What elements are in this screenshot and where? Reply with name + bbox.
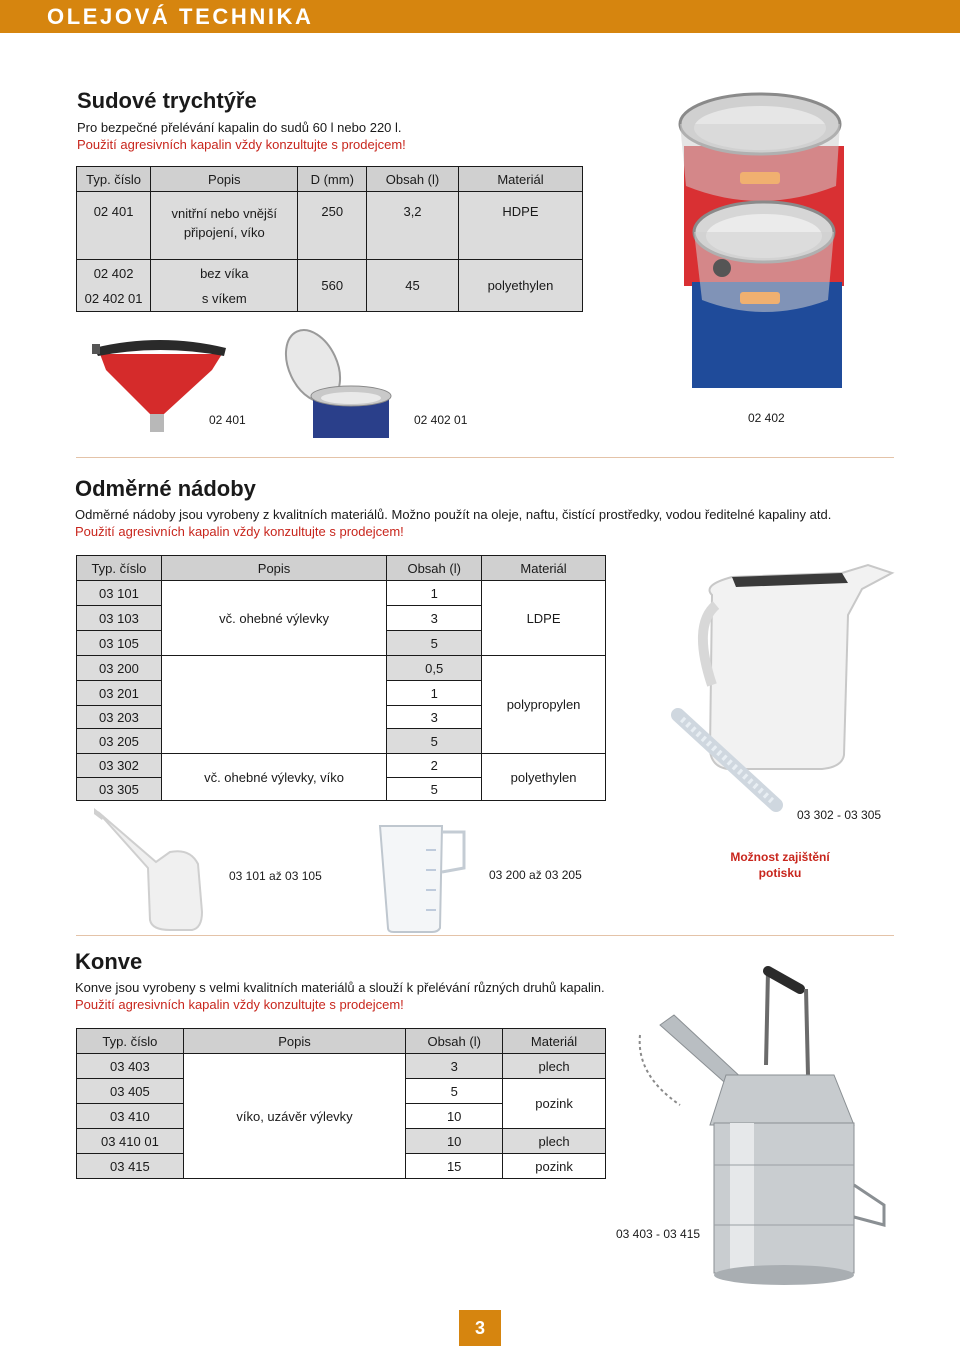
cans-table: [76, 1028, 606, 1179]
cell-volume: 10: [406, 1129, 503, 1154]
cell-code: [77, 260, 151, 312]
measures-title: Odměrné nádoby: [75, 476, 256, 501]
col-desc: Popis: [161, 556, 386, 581]
caption-0240201: 02 402 01: [414, 413, 468, 427]
print-note-line-2: potisku: [758, 866, 802, 880]
desc-b: s víkem: [201, 290, 247, 306]
measures-warning: Použití agresivních kapalin vždy konzultujte s prodejcem!: [75, 524, 404, 539]
col-volume: Obsah (l): [406, 1029, 503, 1054]
cell-desc: vč. ohebné výlevky, víko: [161, 754, 386, 801]
cell-volume: 5: [387, 631, 482, 656]
cell-volume: 5: [387, 778, 482, 801]
print-note: [720, 849, 840, 881]
funnels-warning: Použití agresivních kapalin vždy konzultujte s prodejcem!: [77, 137, 406, 152]
flexible-spout-jug-icon: [672, 555, 902, 810]
cell-volume: 15: [406, 1154, 503, 1179]
cell-volume: 5: [387, 729, 482, 754]
cell-diameter: 250: [298, 192, 367, 260]
funnels-text: Pro bezpečné přelévání kapalin do sudů 60 l nebo 220 l.: [77, 120, 402, 135]
cell-code: 03 410: [77, 1104, 184, 1129]
cell-diameter: 560: [298, 260, 367, 312]
cell-volume: 3: [387, 706, 482, 729]
divider: [76, 457, 894, 458]
measures-text: Odměrné nádoby jsou vyrobeny z kvalitních materiálů. Možno použít na oleje, naftu, čistící prostředky, vodou ředitelné kapaliny atd.: [75, 507, 832, 522]
col-desc: Popis: [151, 167, 298, 192]
cell-desc: víko, uzávěr výlevky: [183, 1054, 405, 1179]
col-code: Typ. číslo: [77, 556, 162, 581]
cell-material: polyethylen: [482, 754, 606, 801]
cell-code: 03 405: [77, 1079, 184, 1104]
caption-03200: 03 200 až 03 205: [489, 868, 582, 882]
cell-code: 03 205: [77, 729, 162, 754]
cell-code: 02 401: [77, 192, 151, 260]
measuring-beaker-icon: [376, 820, 468, 932]
drum-funnel-icon: [672, 86, 852, 388]
cell-volume: 10: [406, 1104, 503, 1129]
col-code: Typ. číslo: [77, 167, 151, 192]
cell-volume: 3: [406, 1054, 503, 1079]
caption-02402: 02 402: [748, 411, 785, 425]
cell-volume: 2: [387, 754, 482, 778]
code-b: 02 402 01: [84, 290, 143, 306]
code-a: 02 402: [93, 265, 134, 281]
cell-volume: 3,2: [367, 192, 459, 260]
table-row: [77, 1054, 606, 1079]
col-material: Materiál: [503, 1029, 606, 1054]
cell-material: pozink: [503, 1079, 606, 1129]
cans-intro: [75, 979, 675, 1013]
col-volume: Obsah (l): [387, 556, 482, 581]
cell-code: 03 305: [77, 778, 162, 801]
cell-material: plech: [503, 1054, 606, 1079]
cell-material: polyethylen: [458, 260, 582, 312]
table-header-row: [77, 167, 583, 192]
table-header-row: [77, 556, 606, 581]
funnels-intro: [77, 119, 406, 153]
table-row: [77, 581, 606, 606]
print-note-line-1: Možnost zajištění: [730, 850, 830, 864]
cell-code: 03 410 01: [77, 1129, 184, 1154]
divider: [76, 935, 894, 936]
table-header-row: [77, 1029, 606, 1054]
col-desc: Popis: [183, 1029, 405, 1054]
cell-code: 03 105: [77, 631, 162, 656]
measures-table: [76, 555, 606, 801]
table-row: [77, 260, 583, 312]
lidded-funnel-icon: [285, 326, 395, 438]
cell-desc: vnitřní nebo vnější připojení, víko: [151, 192, 298, 260]
table-row: [77, 754, 606, 778]
caption-03101: 03 101 až 03 105: [229, 869, 322, 883]
cans-text: Konve jsou vyrobeny s velmi kvalitních materiálů a slouží k přelévání různých druhů kapalin.: [75, 980, 605, 995]
col-material: Materiál: [482, 556, 606, 581]
col-code: Typ. číslo: [77, 1029, 184, 1054]
cell-desc: [151, 260, 298, 312]
funnels-table: [76, 166, 583, 312]
cell-material: LDPE: [482, 581, 606, 656]
caption-02401: 02 401: [209, 413, 246, 427]
table-row: [77, 656, 606, 681]
cell-desc: vč. ohebné výlevky: [161, 581, 386, 656]
col-volume: Obsah (l): [367, 167, 459, 192]
measuring-jug-icon: [94, 808, 204, 932]
caption-03403: 03 403 - 03 415: [616, 1227, 701, 1241]
cans-title: Konve: [75, 949, 143, 974]
cell-volume: 1: [387, 681, 482, 706]
cell-code: 03 103: [77, 606, 162, 631]
cell-code: 03 101: [77, 581, 162, 606]
table-row: [77, 192, 583, 260]
col-diameter: D (mm): [298, 167, 367, 192]
caption-03302: 03 302 - 03 305: [797, 808, 882, 822]
funnels-title: Sudové trychtýře: [77, 88, 257, 113]
cell-volume: 3: [387, 606, 482, 631]
cell-volume: 0,5: [387, 656, 482, 681]
measures-intro: [75, 506, 875, 540]
desc-a: bez víka: [200, 265, 249, 281]
cell-desc-empty: [161, 656, 386, 754]
header-title: OLEJOVÁ TECHNIKA: [47, 4, 314, 29]
cell-volume: 5: [406, 1079, 503, 1104]
cell-code: 03 200: [77, 656, 162, 681]
col-material: Materiál: [458, 167, 582, 192]
cell-material: polypropylen: [482, 656, 606, 754]
cell-volume: 1: [387, 581, 482, 606]
cell-material: pozink: [503, 1154, 606, 1179]
cell-material: plech: [503, 1129, 606, 1154]
cell-code: 03 403: [77, 1054, 184, 1079]
header-banner: [0, 0, 960, 33]
cans-warning: Použití agresivních kapalin vždy konzultujte s prodejcem!: [75, 997, 404, 1012]
cell-material: HDPE: [458, 192, 582, 260]
cell-volume: 45: [367, 260, 459, 312]
cell-code: 03 203: [77, 706, 162, 729]
cell-code: 03 415: [77, 1154, 184, 1179]
cell-code: 03 201: [77, 681, 162, 706]
page-number: 3: [459, 1310, 501, 1346]
cell-code: 03 302: [77, 754, 162, 778]
